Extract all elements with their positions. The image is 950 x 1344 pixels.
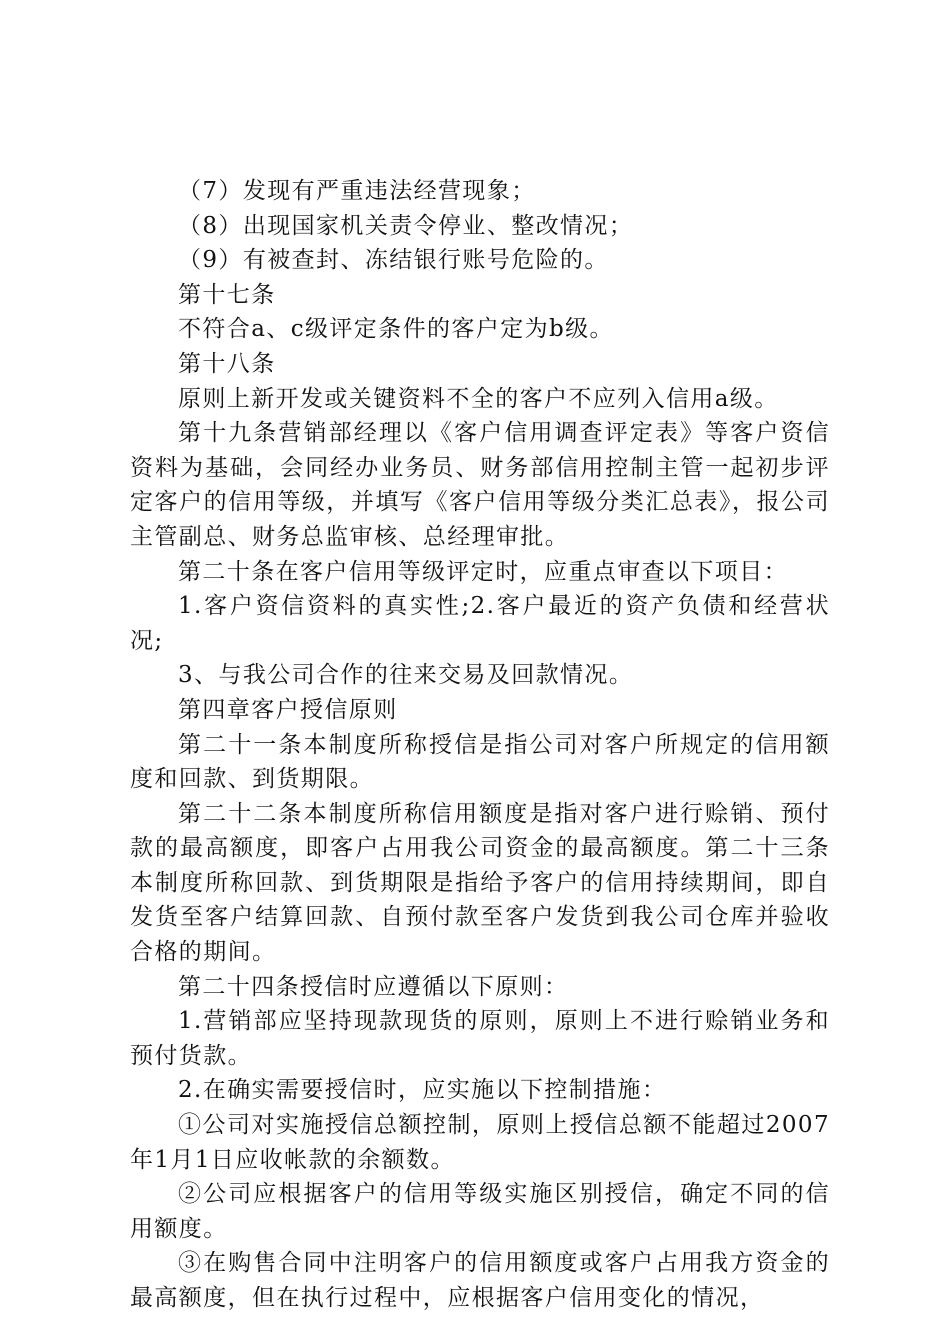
article-22-23: 第二十二条本制度所称信用额度是指对客户进行赊销、预付款的最高额度，即客户占用我公司资金的最高额度。第二十三条本制度所称回款、到货期限是指给予客户的信用持续期间，即自发货至客户结算回款、自预付款至客户发货到我公司仓库并验收合格的期间。 [130, 800, 830, 966]
article-18-body: 原则上新开发或关键资料不全的客户不应列入信用a级。 [178, 385, 779, 412]
control-measure-1: ①公司对实施授信总额控制，原则上授信总额不能超过2007年1月1日应收帐款的余额数。 [130, 1112, 830, 1173]
control-measure-2: ②公司应根据客户的信用等级实施区别授信，确定不同的信用额度。 [130, 1181, 830, 1242]
article-19: 第十九条营销部经理以《客户信用调查评定表》等客户资信资料为基础，会同经办业务员、财务部信用控制主管一起初步评定客户的信用等级，并填写《客户信用等级分类汇总表》，报公司主管副总、财务总监审核、总经理审批。 [130, 420, 830, 550]
article-20: 第二十条在客户信用等级评定时，应重点审查以下项目： [178, 558, 788, 585]
article-24-item-2: 2.在确实需要授信时，应实施以下控制措施： [178, 1077, 667, 1104]
chapter-4-heading: 第四章客户授信原则 [178, 696, 398, 723]
paragraph-item-8: （8）出现国家机关责令停业、整改情况； [178, 212, 634, 239]
article-24-item-1: 1.营销部应坚持现款现货的原则，原则上不进行赊销业务和预付货款。 [130, 1008, 830, 1069]
article-17-heading: 第十七条 [178, 281, 276, 308]
article-17-body: 不符合a、c级评定条件的客户定为b级。 [178, 316, 614, 343]
article-18-heading: 第十八条 [178, 350, 276, 377]
paragraph-item-9: （9）有被查封、冻结银行账号危险的。 [178, 247, 609, 274]
article-20-item-3: 3、与我公司合作的往来交易及回款情况。 [178, 662, 634, 689]
article-24: 第二十四条授信时应遵循以下原则： [178, 973, 569, 1000]
control-measure-3: ③在购售合同中注明客户的信用额度或客户占用我方资金的最高额度，但在执行过程中，应根据客户信用变化的情况， [130, 1250, 830, 1311]
article-21: 第二十一条本制度所称授信是指公司对客户所规定的信用额度和回款、到货期限。 [130, 731, 830, 793]
document-body [130, 174, 830, 1316]
paragraph-item-7: （7）发现有严重违法经营现象； [178, 178, 536, 204]
article-20-items-1-2: 1.客户资信资料的真实性;2.客户最近的资产负债和经营状况; [130, 593, 830, 654]
